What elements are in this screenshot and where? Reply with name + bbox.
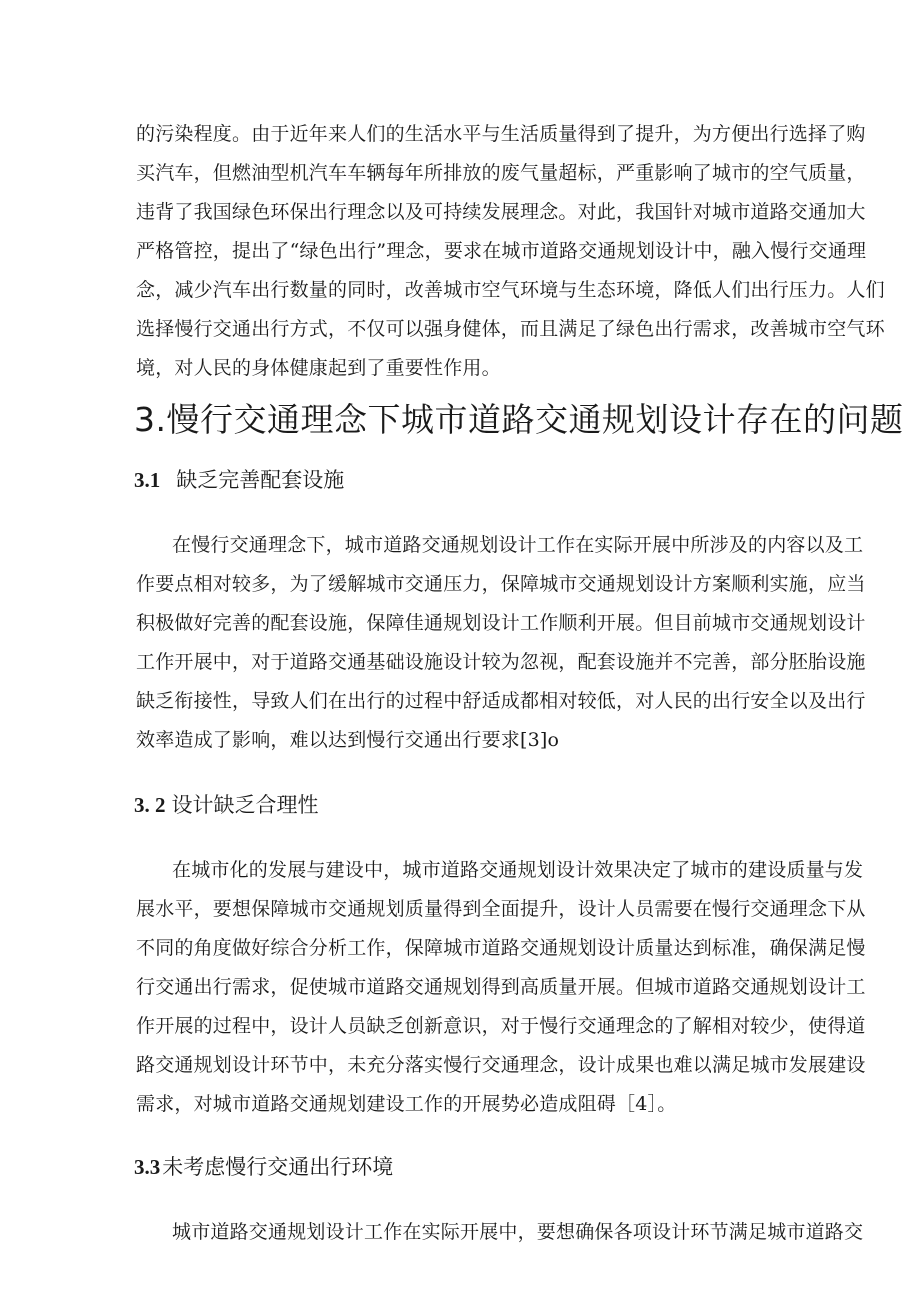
paragraph-line: 选择慢行交通出行方式，不仅可以强身健体，而且满足了绿色出行需求，改善城市空气环 xyxy=(136,318,885,340)
paragraph-line: 需求，对城市道路交通规划建设工作的开展势必造成阻碍［4］。 xyxy=(136,1093,677,1115)
subsection-number: 3.1 xyxy=(134,468,161,492)
paragraph-line: 念，减少汽车出行数量的同时，改善城市空气环境与生态环境，降低人们出行压力。人们 xyxy=(136,279,885,301)
paragraph-line: 不同的角度做好综合分析工作，保障城市道路交通规划设计质量达到标准，确保满足慢 xyxy=(136,937,866,959)
subsection-title: 未考虑慢行交通出行环境 xyxy=(162,1155,394,1179)
paragraph-line: 在慢行交通理念下，城市道路交通规划设计工作在实际开展中所涉及的内容以及工 xyxy=(172,534,864,556)
paragraph-line: 严格管控，提出了“绿色出行”理念，要求在城市道路交通规划设计中，融入慢行交通理 xyxy=(136,240,867,262)
paragraph-line: 作要点相对较多，为了缓解城市交通压力，保障城市交通规划设计方案顺利实施，应当 xyxy=(136,573,866,595)
paragraph-line: 积极做好完善的配套设施，保障佳通规划设计工作顺利开展。但目前城市交通规划设计 xyxy=(136,612,866,634)
paragraph-line: 行交通出行需求，促使城市道路交通规划得到高质量开展。但城市道路交通规划设计工 xyxy=(136,976,866,998)
paragraph-line: 境，对人民的身体健康起到了重要性作用。 xyxy=(136,357,501,379)
paragraph-line: 的污染程度。由于近年来人们的生活水平与生活质量得到了提升，为方便出行选择了购 xyxy=(136,123,866,145)
paragraph-line: 展水平，要想保障城市交通规划质量得到全面提升，设计人员需要在慢行交通理念下从 xyxy=(136,898,866,920)
subsection-title: 缺乏完善配套设施 xyxy=(176,468,345,492)
section-heading: 3.慢行交通理念下城市道路交通规划设计存在的问题 xyxy=(134,400,904,439)
subsection-heading xyxy=(134,791,319,819)
subsection-number: 3. 2 xyxy=(134,793,166,817)
subsection-title: 设计缺乏合理性 xyxy=(171,793,319,817)
subsection-heading xyxy=(134,466,344,494)
paragraph-line: 买汽车，但燃油型机汽车车辆每年所排放的废气量超标，严重影响了城市的空气质量， xyxy=(136,162,866,184)
subsection-heading xyxy=(134,1153,393,1181)
subsection-number: 3.3 xyxy=(134,1155,161,1179)
paragraph-line: 违背了我国绿色环保出行理念以及可持续发展理念。对此，我国针对城市道路交通加大 xyxy=(136,201,866,223)
paragraph-line: 路交通规划设计环节中，未充分落实慢行交通理念，设计成果也难以满足城市发展建设 xyxy=(136,1054,866,1076)
paragraph-line: 作开展的过程中，设计人员缺乏创新意识，对于慢行交通理念的了解相对较少，使得道 xyxy=(136,1015,866,1037)
paragraph-line: 城市道路交通规划设计工作在实际开展中，要想确保各项设计环节满足城市道路交 xyxy=(172,1221,864,1243)
paragraph-line: 在城市化的发展与建设中，城市道路交通规划设计效果决定了城市的建设质量与发 xyxy=(172,859,864,881)
paragraph-line: 效率造成了影响，难以达到慢行交通出行要求[3]o xyxy=(136,729,560,751)
paragraph-line: 缺乏衔接性，导致人们在出行的过程中舒适成都相对较低，对人民的出行安全以及出行 xyxy=(136,690,866,712)
paragraph-line: 工作开展中，对于道路交通基础设施设计较为忽视，配套设施并不完善，部分胚胎设施 xyxy=(136,651,866,673)
